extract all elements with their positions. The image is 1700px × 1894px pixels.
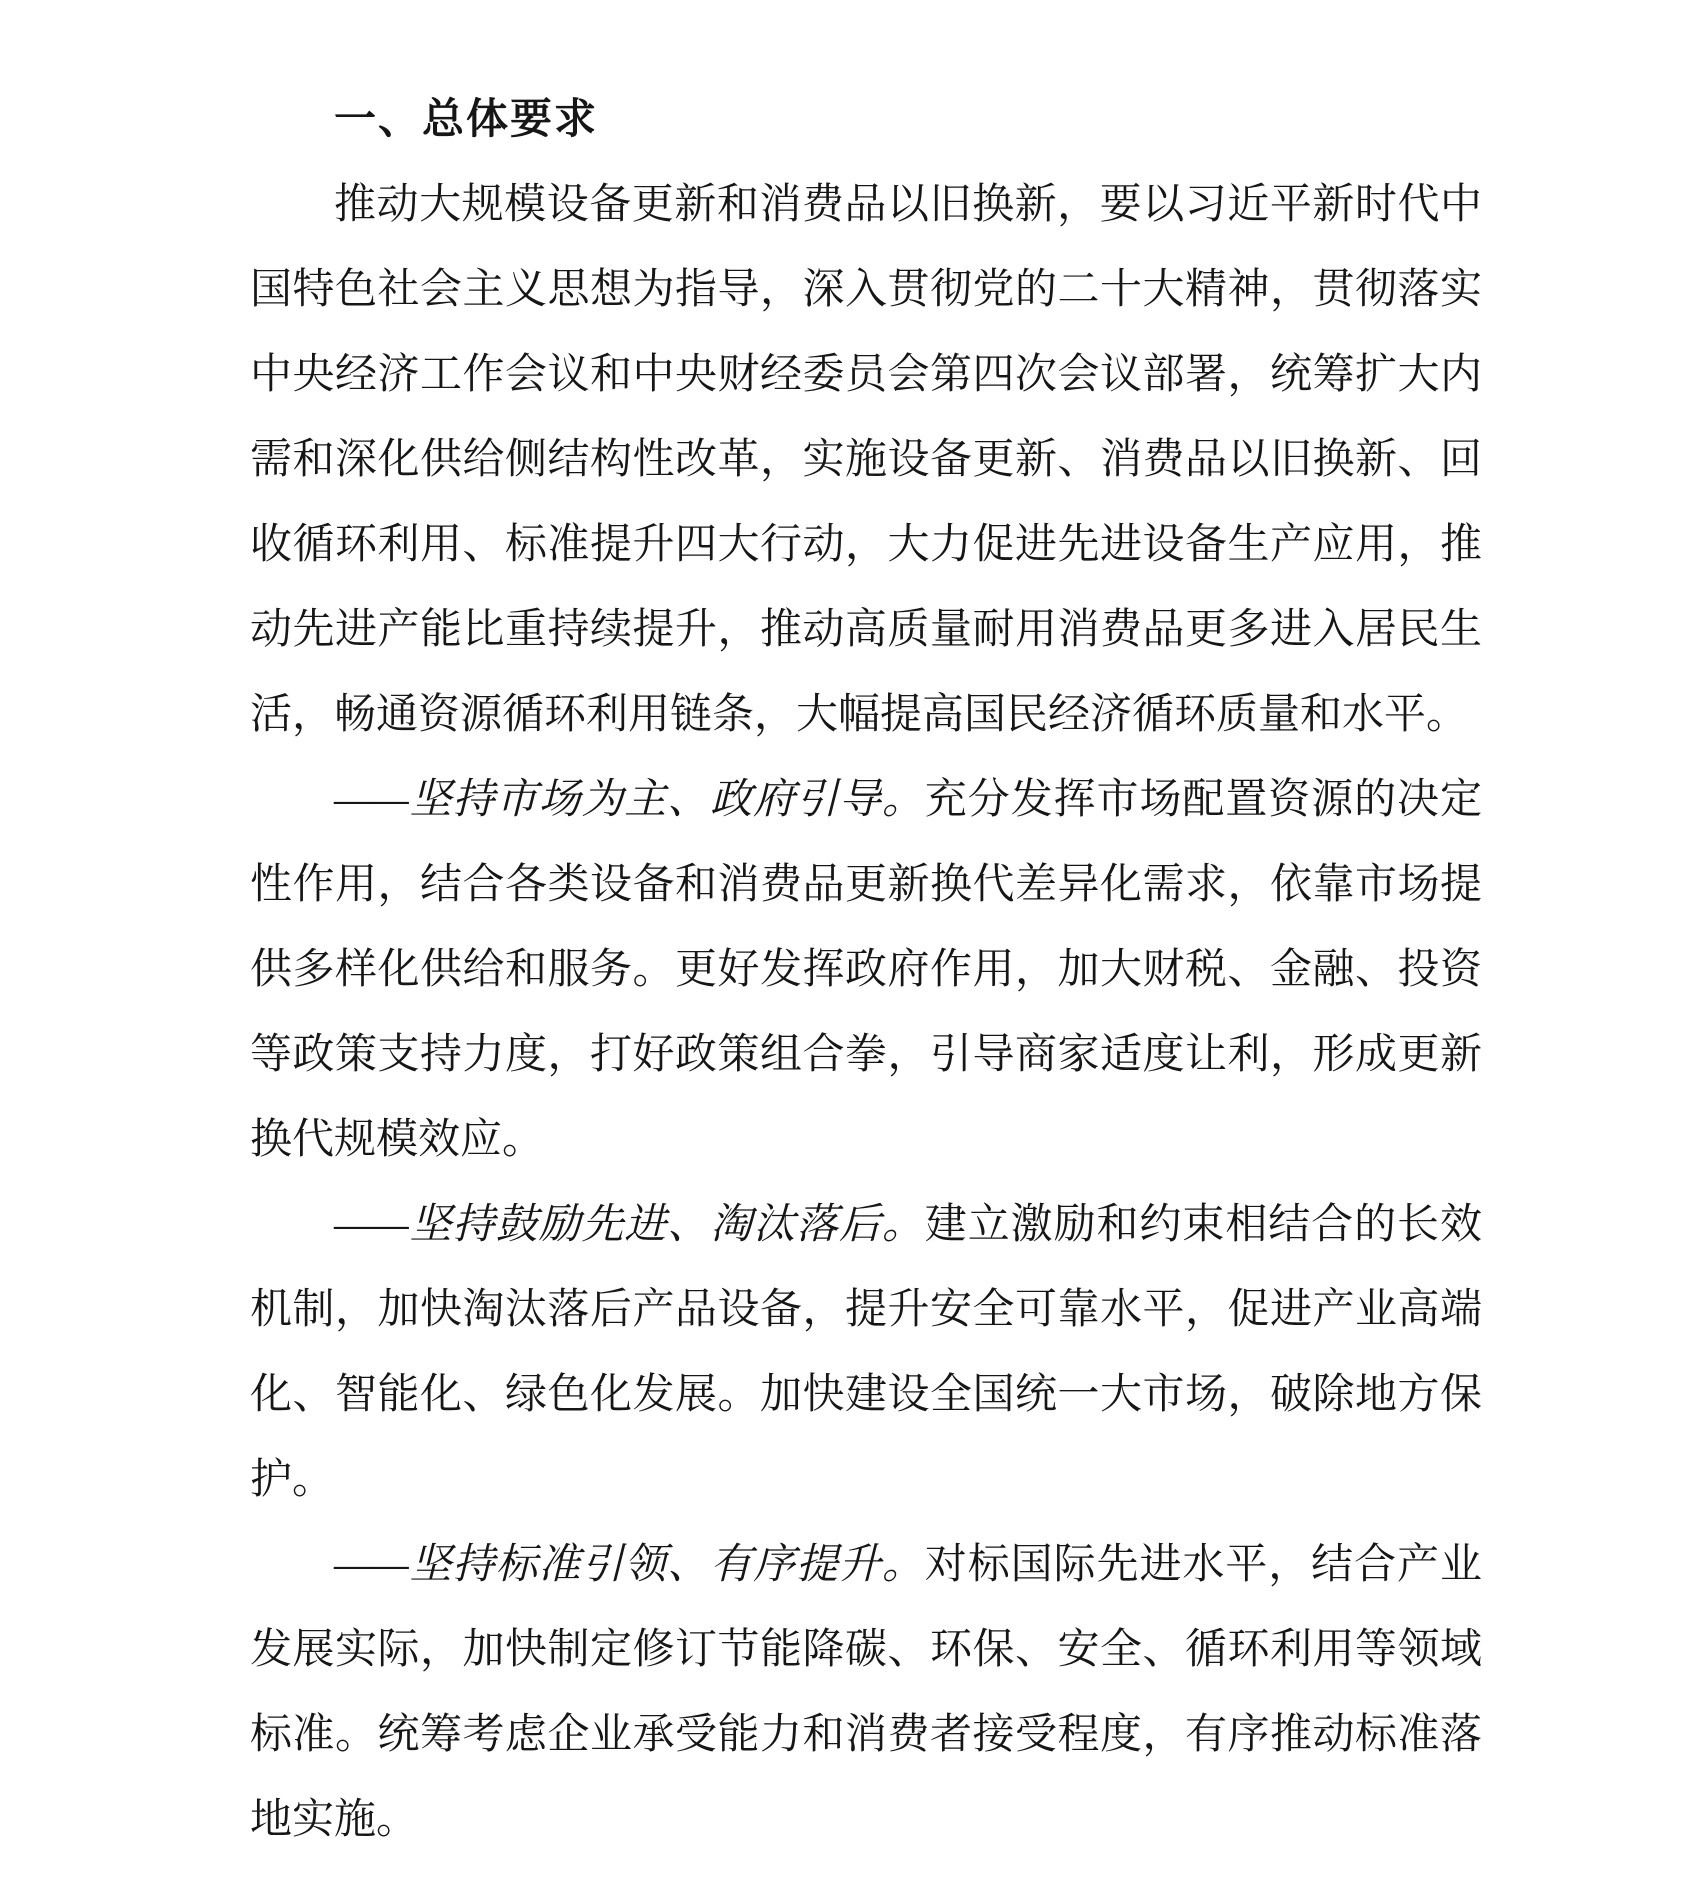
paragraph-text: 对标国际先进水平，结合产业发展实际，加快制定修订节能降碳、环保、安全、循环利用等领域标准。统筹考虑企业承受能力和消费者接受程度，有序推动标准落地实施。 xyxy=(250,1542,1482,1843)
paragraph-principle-standards xyxy=(250,1523,1482,1863)
document-content xyxy=(250,78,1482,1863)
paragraph-lead: ——坚持鼓励先进、淘汰落后。 xyxy=(334,1202,925,1248)
section-heading: 一、总体要求 xyxy=(334,97,599,143)
paragraph-text: 建立激励和约束相结合的长效机制，加快淘汰落后产品设备，提升安全可靠水平，促进产业高端化、智能化、绿色化发展。加快建设全国统一大市场，破除地方保护。 xyxy=(250,1202,1482,1503)
paragraph-principle-market xyxy=(250,758,1482,1183)
paragraph-text: 充分发挥市场配置资源的决定性作用，结合各类设备和消费品更新换代差异化需求，依靠市场提供多样化供给和服务。更好发挥政府作用，加大财税、金融、投资等政策支持力度，打好政策组合拳，引导商家适度让利，形成更新换代规模效应。 xyxy=(250,777,1482,1163)
paragraph-principle-advanced xyxy=(250,1183,1482,1523)
paragraph-text: 推动大规模设备更新和消费品以旧换新，要以习近平新时代中国特色社会主义思想为指导，深入贯彻党的二十大精神，贯彻落实中央经济工作会议和中央财经委员会第四次会议部署，统筹扩大内需和深化供给侧结构性改革，实施设备更新、消费品以旧换新、回收循环利用、标准提升四大行动，大力促进先进设备生产应用，推动先进产能比重持续提升，推动高质量耐用消费品更多进入居民生活，畅通资源循环利用链条，大幅提高国民经济循环质量和水平。 xyxy=(250,182,1482,738)
paragraph-lead: ——坚持标准引领、有序提升。 xyxy=(334,1542,925,1588)
paragraph-lead: ——坚持市场为主、政府引导。 xyxy=(334,777,925,823)
paragraph-overview xyxy=(250,163,1482,758)
